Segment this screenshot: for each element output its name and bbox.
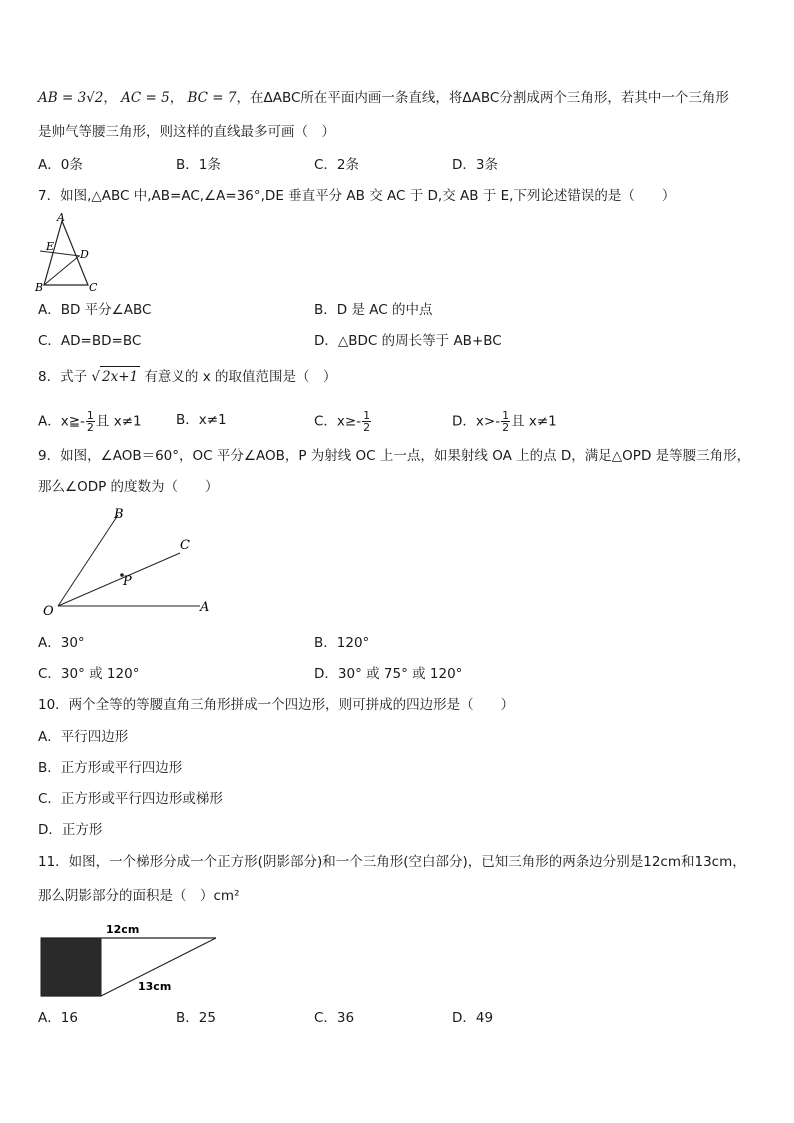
q11-label-hypotenuse: 13cm xyxy=(138,980,172,993)
q11-option-b: B．25 xyxy=(176,1010,216,1026)
q7-label-e: E xyxy=(46,240,55,253)
q11-option-c: C．36 xyxy=(314,1010,355,1026)
q9-stem-line1: 9．如图，∠AOB＝60°，OC 平分∠AOB，P 为射线 OC 上一点，如果射线 OA 上的点 D，满足△OPD 是等腰三角形， xyxy=(38,448,751,464)
q9-label-b: B xyxy=(114,507,124,522)
q8-option-d-prefix: D．x>- xyxy=(452,413,501,430)
q8-option-c-fraction: $\frac{1}{2}$ xyxy=(363,409,371,434)
q7-figure xyxy=(34,213,104,293)
q11-label-top: 12cm xyxy=(106,923,140,936)
q6-option-a: A．0条 xyxy=(38,157,83,173)
q8-option-d-suffix: 且 x≠1 xyxy=(511,413,557,430)
q9-option-b: B．120° xyxy=(314,635,370,651)
q11-option-d: D．49 xyxy=(452,1010,494,1026)
q8-option-a-suffix: 且 x≠1 xyxy=(95,413,142,430)
q10-option-d: D．正方形 xyxy=(38,822,103,838)
q9-stem-line2: 那么∠ODP 的度数为（ ） xyxy=(38,479,219,495)
q8-stem-prefix: 8．式子 xyxy=(38,369,88,385)
q7-label-d: D xyxy=(80,248,89,261)
q10-option-a: A．平行四边形 xyxy=(38,729,129,745)
q8-radicand: 2x+1 xyxy=(100,366,140,387)
q9-option-a: A．30° xyxy=(38,635,85,651)
q8-stem: 8．式子 √ 2x+1 有意义的 x 的取值范围是（ ） xyxy=(38,366,336,387)
q10-stem: 10．两个全等的等腰直角三角形拼成一个四边形，则可拼成的四边形是（ ） xyxy=(38,697,515,713)
q6-bc-value: BC = 7 xyxy=(187,90,237,106)
q9-figure xyxy=(40,505,220,620)
q9-option-d: D．30° 或 75° 或 120° xyxy=(314,666,463,682)
q8-stem-suffix: 有意义的 x 的取值范围是（ ） xyxy=(144,369,337,385)
q6-option-c: C．2条 xyxy=(314,157,360,173)
q8-option-d xyxy=(452,410,557,433)
q8-option-c-prefix: C．x≥- xyxy=(314,413,362,430)
q6-line2: 是帅气等腰三角形，则这样的直线最多可画（ ） xyxy=(38,124,335,140)
q6-ab-value: AB = 3√2 xyxy=(38,90,104,106)
q8-option-a-fraction: $\frac{1}{2}$ xyxy=(86,409,94,434)
q9-label-p: P xyxy=(123,574,132,589)
q11-option-a: A．16 xyxy=(38,1010,78,1026)
q6-option-b: B．1条 xyxy=(176,157,221,173)
q6-line1-text: ，在ΔABC所在平面内画一条直线，将ΔABC分割成两个三角形，若其中一个三角形 xyxy=(236,90,729,106)
q7-option-b: B．D 是 AC 的中点 xyxy=(314,302,433,318)
q8-option-c xyxy=(314,410,372,433)
q7-option-c: C．AD=BD=BC xyxy=(38,333,142,349)
q6-ac-value: AC = 5 xyxy=(121,90,170,106)
q10-option-b: B．正方形或平行四边形 xyxy=(38,760,183,776)
q6-line1: AB = 3√2， AC = 5， BC = 7，在ΔABC所在平面内画一条直线，将ΔABC分割成两个三角形，若其中一个三角形 xyxy=(38,90,729,106)
q8-option-a xyxy=(38,410,142,433)
q7-option-d: D．△BDC 的周长等于 AB+BC xyxy=(314,333,502,349)
q9-option-c: C．30° 或 120° xyxy=(38,666,140,682)
q7-stem: 7．如图,△ABC 中,AB=AC,∠A=36°,DE 垂直平分 AB 交 AC 于 D,交 AB 于 E,下列论述错误的是（ ） xyxy=(38,188,676,204)
q7-label-a: A xyxy=(57,213,65,224)
q6-option-d: D．3条 xyxy=(452,157,498,173)
q11-figure xyxy=(38,920,223,1000)
q7-option-a: A．BD 平分∠ABC xyxy=(38,302,152,318)
q8-option-a-prefix: A．x≧- xyxy=(38,413,85,430)
q8-option-d-fraction: $\frac{1}{2}$ xyxy=(502,409,510,434)
q11-stem-line2: 那么阴影部分的面积是（ ）cm² xyxy=(38,888,240,904)
q9-label-o: O xyxy=(43,604,54,619)
q7-label-b: B xyxy=(35,281,44,293)
q8-option-b: B．x≠1 xyxy=(176,412,227,428)
q9-label-a: A xyxy=(200,600,210,615)
q11-stem-line1: 11．如图，一个梯形分成一个正方形(阴影部分)和一个三角形(空白部分)，已知三角形的两条边分别是12cm和13cm， xyxy=(38,854,746,870)
q10-option-c: C．正方形或平行四边形或梯形 xyxy=(38,791,223,807)
q9-label-c: C xyxy=(180,538,190,553)
q7-label-c: C xyxy=(89,281,98,293)
